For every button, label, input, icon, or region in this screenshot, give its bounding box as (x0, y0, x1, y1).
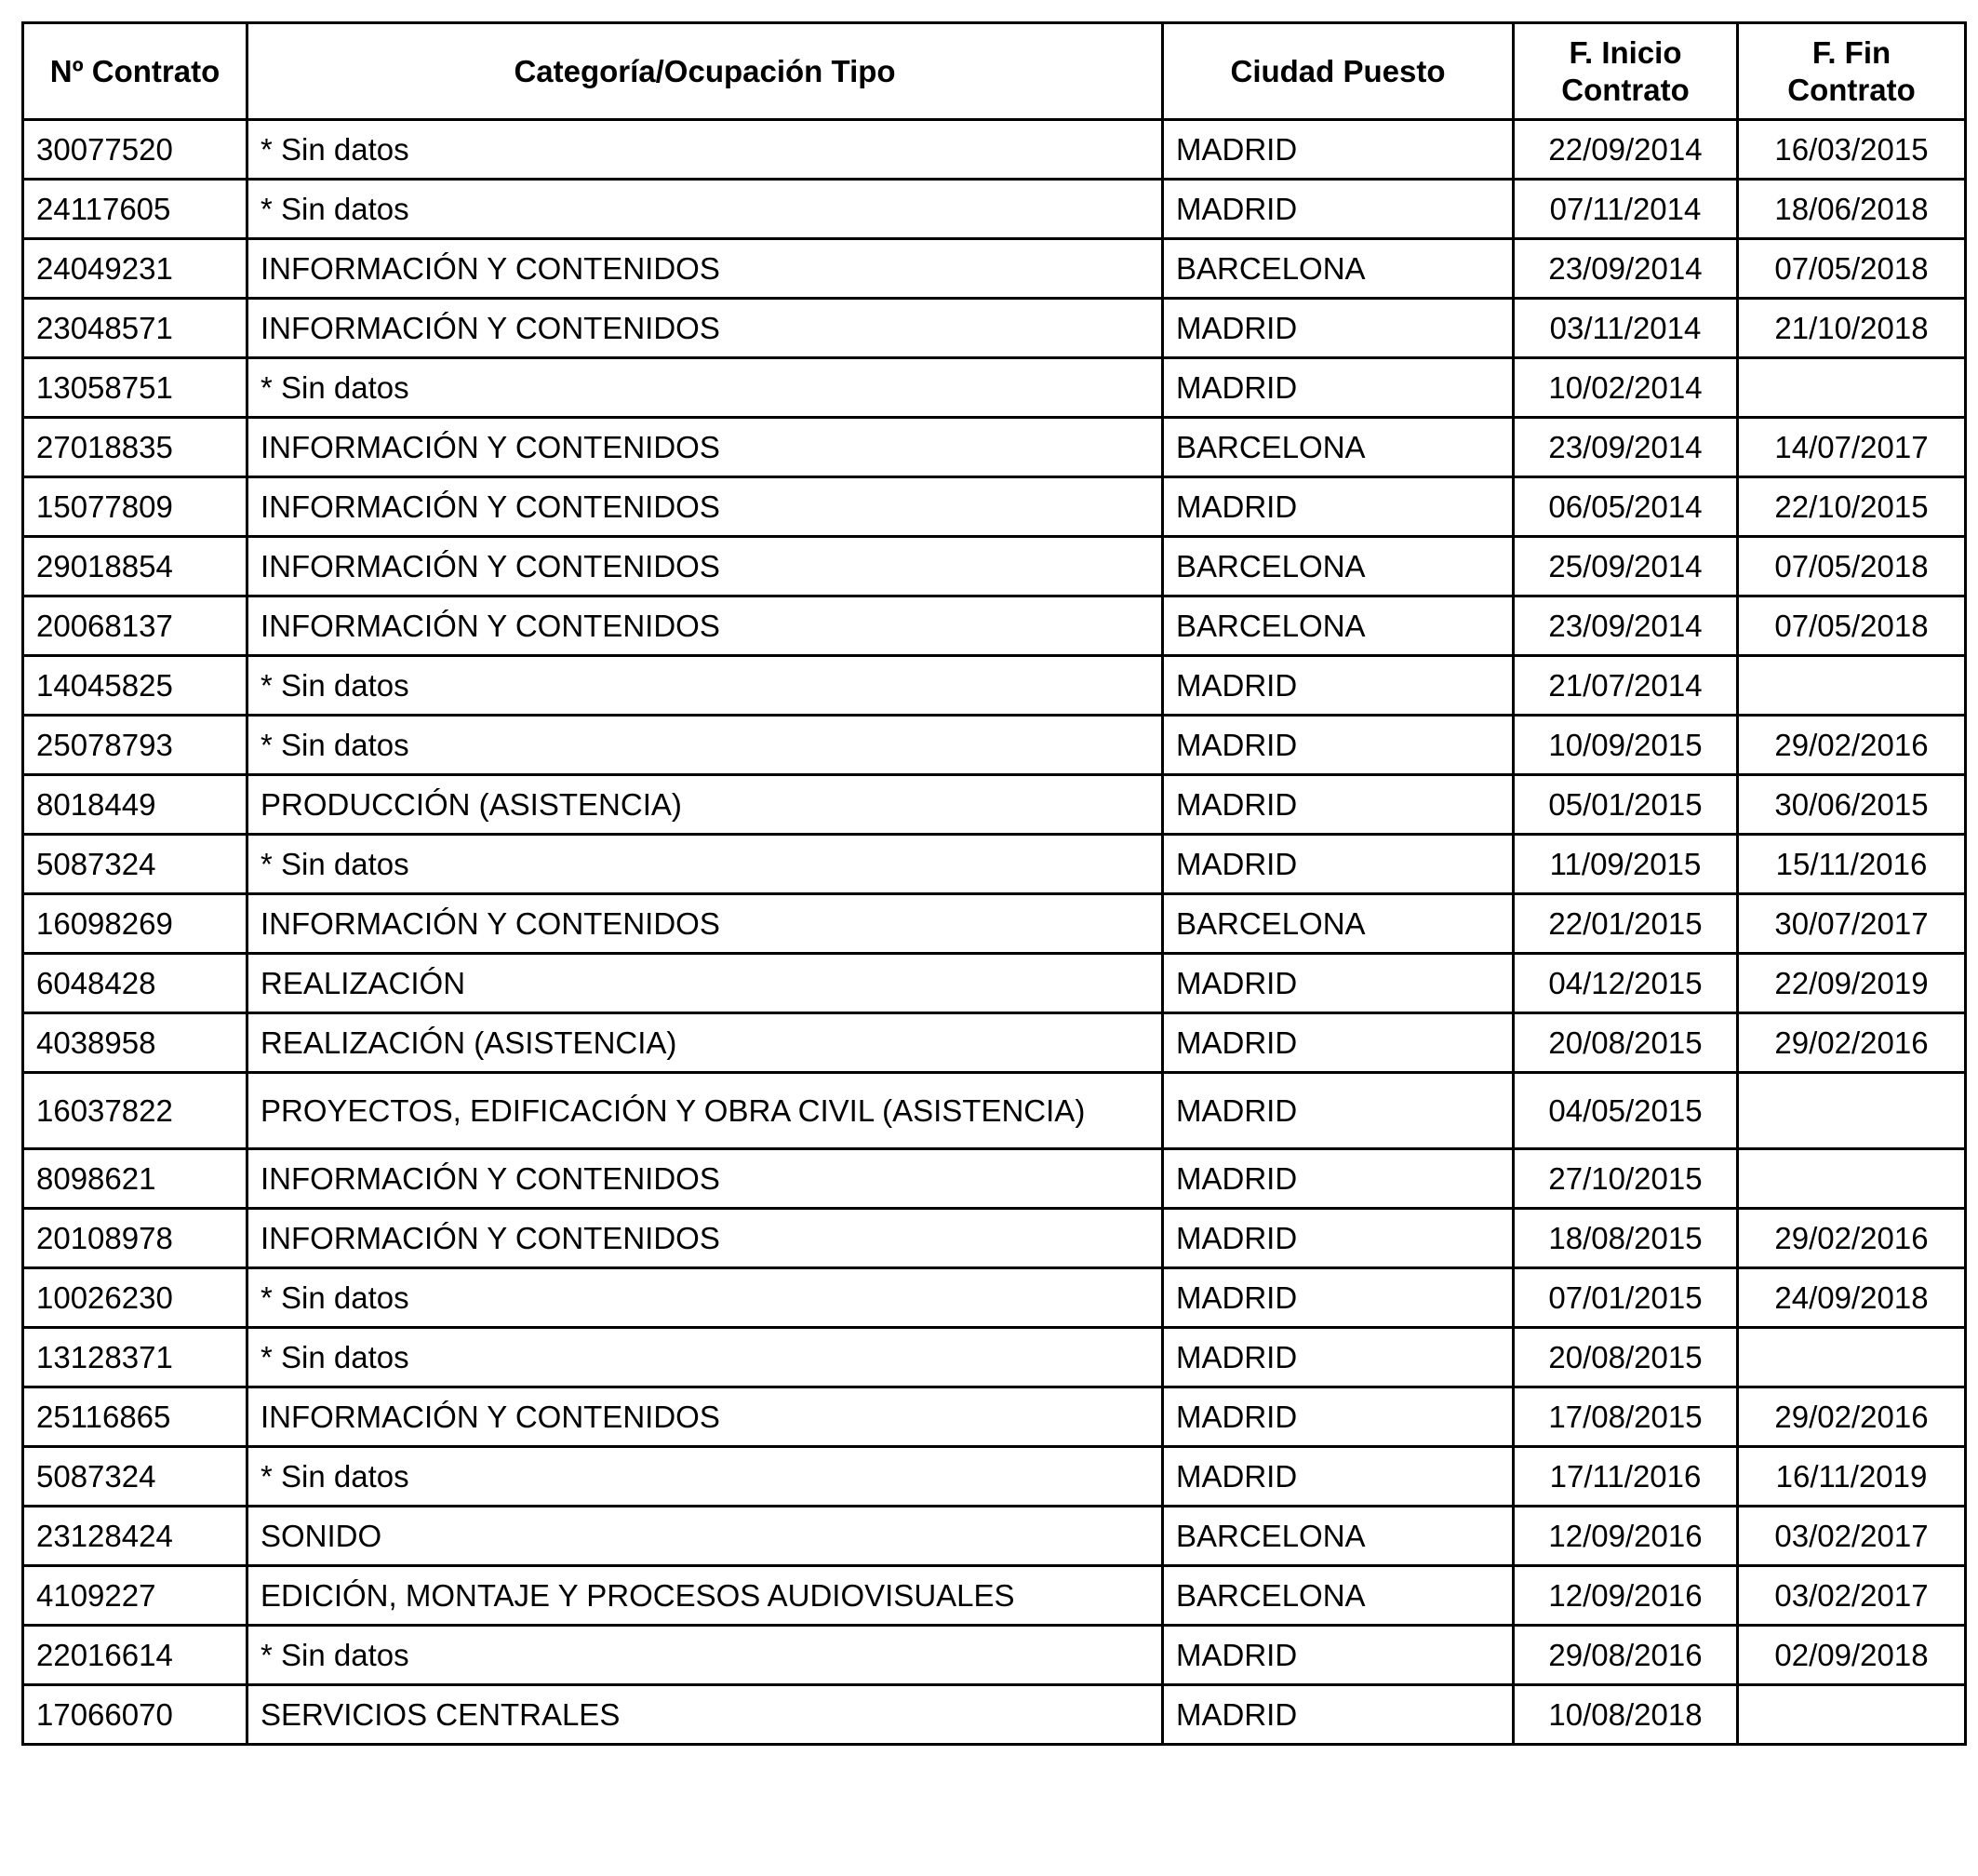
table-row (23, 120, 1966, 180)
cell-city: MADRID (1163, 775, 1514, 835)
cell-category: * Sin datos (247, 1328, 1163, 1387)
cell-start-date: 04/12/2015 (1514, 954, 1738, 1013)
cell-contract-no: 13058751 (23, 358, 247, 418)
cell-category: * Sin datos (247, 1626, 1163, 1685)
cell-contract-no: 27018835 (23, 418, 247, 477)
cell-end-date: 16/11/2019 (1738, 1447, 1966, 1507)
cell-end-date: 29/02/2016 (1738, 716, 1966, 775)
table-row (23, 894, 1966, 954)
cell-end-date: 30/07/2017 (1738, 894, 1966, 954)
cell-contract-no: 16098269 (23, 894, 247, 954)
cell-contract-no: 23048571 (23, 299, 247, 358)
cell-start-date: 20/08/2015 (1514, 1013, 1738, 1073)
cell-end-date: 18/06/2018 (1738, 180, 1966, 239)
cell-contract-no: 20108978 (23, 1209, 247, 1268)
cell-end-date: 29/02/2016 (1738, 1387, 1966, 1447)
cell-city: BARCELONA (1163, 239, 1514, 299)
cell-category: PROYECTOS, EDIFICACIÓN Y OBRA CIVIL (ASISTENCIA) (247, 1073, 1163, 1149)
cell-contract-no: 13128371 (23, 1328, 247, 1387)
cell-start-date: 07/01/2015 (1514, 1268, 1738, 1328)
cell-end-date (1738, 1149, 1966, 1209)
table-row (23, 477, 1966, 537)
cell-contract-no: 4038958 (23, 1013, 247, 1073)
cell-category: INFORMACIÓN Y CONTENIDOS (247, 239, 1163, 299)
table-row (23, 656, 1966, 716)
cell-start-date: 10/09/2015 (1514, 716, 1738, 775)
cell-category: REALIZACIÓN (247, 954, 1163, 1013)
cell-category: INFORMACIÓN Y CONTENIDOS (247, 596, 1163, 656)
cell-category: INFORMACIÓN Y CONTENIDOS (247, 299, 1163, 358)
cell-start-date: 04/05/2015 (1514, 1073, 1738, 1149)
cell-end-date: 02/09/2018 (1738, 1626, 1966, 1685)
cell-start-date: 17/08/2015 (1514, 1387, 1738, 1447)
cell-category: INFORMACIÓN Y CONTENIDOS (247, 1209, 1163, 1268)
cell-start-date: 21/07/2014 (1514, 656, 1738, 716)
cell-city: MADRID (1163, 1685, 1514, 1745)
cell-end-date: 03/02/2017 (1738, 1566, 1966, 1626)
table-row (23, 1626, 1966, 1685)
cell-contract-no: 30077520 (23, 120, 247, 180)
cell-city: MADRID (1163, 477, 1514, 537)
cell-category: * Sin datos (247, 835, 1163, 894)
cell-category: REALIZACIÓN (ASISTENCIA) (247, 1013, 1163, 1073)
header-city: Ciudad Puesto (1163, 23, 1514, 120)
cell-start-date: 07/11/2014 (1514, 180, 1738, 239)
cell-city: BARCELONA (1163, 894, 1514, 954)
table-row (23, 358, 1966, 418)
cell-start-date: 22/09/2014 (1514, 120, 1738, 180)
cell-city: MADRID (1163, 1149, 1514, 1209)
cell-city: BARCELONA (1163, 537, 1514, 596)
cell-city: MADRID (1163, 1626, 1514, 1685)
cell-city: BARCELONA (1163, 418, 1514, 477)
cell-city: MADRID (1163, 1209, 1514, 1268)
cell-end-date (1738, 358, 1966, 418)
cell-category: * Sin datos (247, 716, 1163, 775)
table-row (23, 1013, 1966, 1073)
cell-city: MADRID (1163, 1073, 1514, 1149)
table-row (23, 1566, 1966, 1626)
cell-start-date: 27/10/2015 (1514, 1149, 1738, 1209)
cell-city: MADRID (1163, 358, 1514, 418)
cell-start-date: 23/09/2014 (1514, 596, 1738, 656)
cell-contract-no: 20068137 (23, 596, 247, 656)
cell-contract-no: 29018854 (23, 537, 247, 596)
cell-category: INFORMACIÓN Y CONTENIDOS (247, 894, 1163, 954)
cell-city: MADRID (1163, 1447, 1514, 1507)
cell-start-date: 29/08/2016 (1514, 1626, 1738, 1685)
cell-contract-no: 8018449 (23, 775, 247, 835)
cell-start-date: 23/09/2014 (1514, 239, 1738, 299)
cell-contract-no: 25116865 (23, 1387, 247, 1447)
table-header-row (23, 23, 1966, 120)
cell-end-date: 14/07/2017 (1738, 418, 1966, 477)
cell-start-date: 25/09/2014 (1514, 537, 1738, 596)
cell-start-date: 12/09/2016 (1514, 1507, 1738, 1566)
table-row (23, 1507, 1966, 1566)
cell-contract-no: 23128424 (23, 1507, 247, 1566)
cell-end-date: 07/05/2018 (1738, 537, 1966, 596)
table-row (23, 716, 1966, 775)
cell-category: SONIDO (247, 1507, 1163, 1566)
cell-city: MADRID (1163, 299, 1514, 358)
cell-contract-no: 17066070 (23, 1685, 247, 1745)
table-row (23, 1149, 1966, 1209)
cell-end-date: 07/05/2018 (1738, 596, 1966, 656)
cell-start-date: 10/02/2014 (1514, 358, 1738, 418)
cell-contract-no: 10026230 (23, 1268, 247, 1328)
header-start-date: F. Inicio Contrato (1514, 23, 1738, 120)
cell-contract-no: 5087324 (23, 835, 247, 894)
cell-category: SERVICIOS CENTRALES (247, 1685, 1163, 1745)
cell-city: MADRID (1163, 716, 1514, 775)
cell-start-date: 12/09/2016 (1514, 1566, 1738, 1626)
contracts-table (21, 21, 1967, 1746)
cell-city: MADRID (1163, 180, 1514, 239)
cell-start-date: 06/05/2014 (1514, 477, 1738, 537)
cell-contract-no: 4109227 (23, 1566, 247, 1626)
cell-city: BARCELONA (1163, 1507, 1514, 1566)
cell-start-date: 03/11/2014 (1514, 299, 1738, 358)
cell-end-date: 07/05/2018 (1738, 239, 1966, 299)
table-row (23, 299, 1966, 358)
cell-start-date: 20/08/2015 (1514, 1328, 1738, 1387)
cell-city: MADRID (1163, 954, 1514, 1013)
cell-category: EDICIÓN, MONTAJE Y PROCESOS AUDIOVISUALES (247, 1566, 1163, 1626)
cell-start-date: 10/08/2018 (1514, 1685, 1738, 1745)
table-row (23, 239, 1966, 299)
cell-city: MADRID (1163, 1387, 1514, 1447)
table-row (23, 1685, 1966, 1745)
cell-end-date: 22/09/2019 (1738, 954, 1966, 1013)
cell-category: INFORMACIÓN Y CONTENIDOS (247, 1387, 1163, 1447)
cell-category: INFORMACIÓN Y CONTENIDOS (247, 537, 1163, 596)
table-row (23, 1209, 1966, 1268)
cell-city: MADRID (1163, 120, 1514, 180)
cell-city: MADRID (1163, 1328, 1514, 1387)
cell-end-date: 29/02/2016 (1738, 1013, 1966, 1073)
cell-category: * Sin datos (247, 180, 1163, 239)
table-row (23, 1328, 1966, 1387)
table-row (23, 775, 1966, 835)
cell-end-date: 30/06/2015 (1738, 775, 1966, 835)
cell-start-date: 22/01/2015 (1514, 894, 1738, 954)
table-row (23, 1073, 1966, 1149)
cell-start-date: 11/09/2015 (1514, 835, 1738, 894)
cell-end-date (1738, 656, 1966, 716)
header-end-date: F. Fin Contrato (1738, 23, 1966, 120)
cell-start-date: 23/09/2014 (1514, 418, 1738, 477)
cell-end-date (1738, 1073, 1966, 1149)
table-row (23, 835, 1966, 894)
cell-end-date: 24/09/2018 (1738, 1268, 1966, 1328)
cell-contract-no: 8098621 (23, 1149, 247, 1209)
cell-category: INFORMACIÓN Y CONTENIDOS (247, 1149, 1163, 1209)
cell-city: MADRID (1163, 1013, 1514, 1073)
cell-contract-no: 14045825 (23, 656, 247, 716)
cell-category: INFORMACIÓN Y CONTENIDOS (247, 418, 1163, 477)
table-row (23, 1447, 1966, 1507)
cell-city: BARCELONA (1163, 1566, 1514, 1626)
header-contract-no: Nº Contrato (23, 23, 247, 120)
cell-city: MADRID (1163, 1268, 1514, 1328)
cell-city: MADRID (1163, 835, 1514, 894)
cell-category: * Sin datos (247, 120, 1163, 180)
table-row (23, 596, 1966, 656)
cell-end-date: 29/02/2016 (1738, 1209, 1966, 1268)
cell-category: * Sin datos (247, 358, 1163, 418)
cell-end-date: 15/11/2016 (1738, 835, 1966, 894)
cell-contract-no: 15077809 (23, 477, 247, 537)
cell-contract-no: 5087324 (23, 1447, 247, 1507)
header-category: Categoría/Ocupación Tipo (247, 23, 1163, 120)
table-row (23, 537, 1966, 596)
table-row (23, 1387, 1966, 1447)
cell-category: INFORMACIÓN Y CONTENIDOS (247, 477, 1163, 537)
cell-start-date: 05/01/2015 (1514, 775, 1738, 835)
cell-category: * Sin datos (247, 656, 1163, 716)
cell-category: * Sin datos (247, 1268, 1163, 1328)
cell-contract-no: 24049231 (23, 239, 247, 299)
cell-contract-no: 24117605 (23, 180, 247, 239)
cell-start-date: 17/11/2016 (1514, 1447, 1738, 1507)
cell-end-date: 03/02/2017 (1738, 1507, 1966, 1566)
cell-category: PRODUCCIÓN (ASISTENCIA) (247, 775, 1163, 835)
cell-contract-no: 22016614 (23, 1626, 247, 1685)
cell-city: BARCELONA (1163, 596, 1514, 656)
cell-end-date (1738, 1328, 1966, 1387)
table-row (23, 418, 1966, 477)
cell-end-date (1738, 1685, 1966, 1745)
cell-contract-no: 16037822 (23, 1073, 247, 1149)
cell-end-date: 16/03/2015 (1738, 120, 1966, 180)
cell-start-date: 18/08/2015 (1514, 1209, 1738, 1268)
table-row (23, 180, 1966, 239)
cell-end-date: 22/10/2015 (1738, 477, 1966, 537)
cell-end-date: 21/10/2018 (1738, 299, 1966, 358)
cell-category: * Sin datos (247, 1447, 1163, 1507)
table-row (23, 954, 1966, 1013)
table-row (23, 1268, 1966, 1328)
cell-city: MADRID (1163, 656, 1514, 716)
cell-contract-no: 25078793 (23, 716, 247, 775)
cell-contract-no: 6048428 (23, 954, 247, 1013)
